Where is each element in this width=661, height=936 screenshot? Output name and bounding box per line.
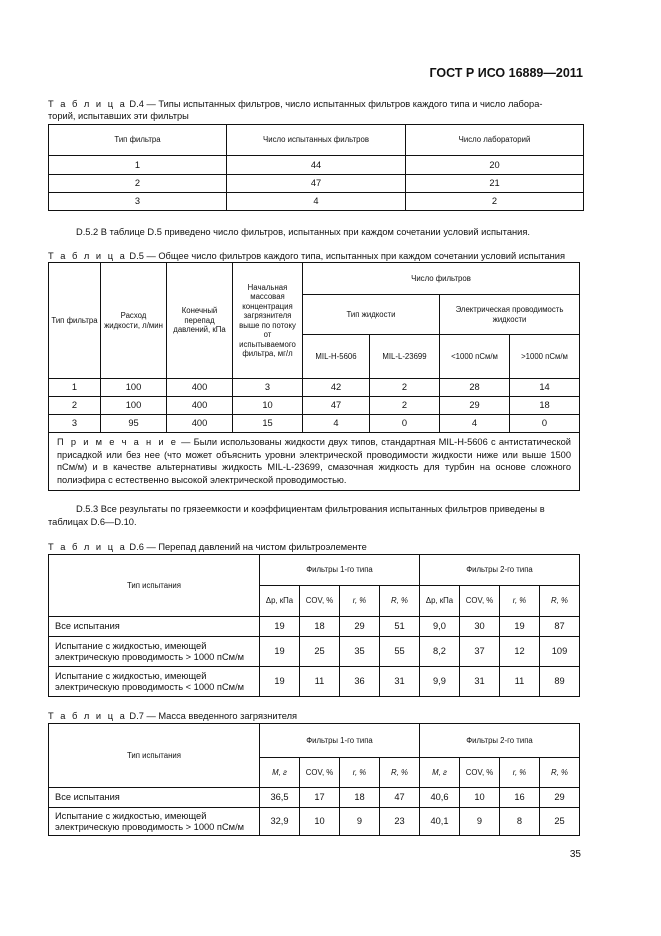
table-d7-sub-cov2: COV, % [460, 758, 500, 788]
table-cell: 17 [300, 788, 340, 808]
table-d6-header-type1: Фильтры 1-го типа [260, 555, 420, 586]
table-cell: 10 [460, 788, 500, 808]
table-row [49, 637, 580, 667]
table-cell: 109 [540, 637, 580, 667]
paragraph-d53: D.5.3 Все результаты по грязеемкости и коэффициентам фильтрования испытанных фильтров приведены в таблицах D.6—D.10. [48, 504, 545, 527]
table-d6-sub-cov1: COV, % [300, 586, 340, 617]
table-row [49, 397, 580, 415]
table-cell: 18 [300, 617, 340, 637]
table-cell: 15 [233, 415, 303, 433]
table-cell: 10 [300, 808, 340, 836]
table-d5-note-text: — Были использованы жидкости двух типов, стандартная MIL-H-5606 с антистатической присадкой или без нее (что может объяснить уровни электрической проводимости жидкости ниже или выше 1500 пСм/м) и в качестве альтернативы жидкость MIL-L-23699, смазочная жидкость для турбин на основе сложного полиэфира с естественно высокой электрической проводимостью. [57, 437, 571, 485]
table-cell: 47 [380, 788, 420, 808]
table-d5-header-pressure: Конечный перепад давлений, кПа [167, 263, 233, 379]
table-d4-header-type: Тип фильтра [49, 125, 227, 156]
table-d5-header-fluid: Тип жидкости [303, 295, 440, 335]
table-d5-header-mil5606: MIL-H-5606 [303, 335, 370, 379]
table-cell: 19 [260, 637, 300, 667]
table-cell: 4 [303, 415, 370, 433]
table-d7-sub-r2 [500, 758, 540, 788]
table-cell: 400 [167, 397, 233, 415]
table-d7-sub-r2-text: r, % [512, 767, 527, 777]
page-number: 35 [569, 849, 581, 860]
table-d5-caption-text: D.5 — Общее число фильтров каждого типа, испытанных при каждом сочетании условий испытания [129, 251, 566, 261]
table-row-label: Испытание с жидкостью, имеющей электрическую проводимость < 1000 пСм/м [49, 667, 260, 697]
table-d6-sub-R1-text: R, % [391, 596, 408, 606]
table-d6 [48, 554, 580, 697]
table-cell: 20 [406, 156, 584, 175]
table-cell: 31 [380, 667, 420, 697]
table-row [49, 193, 584, 211]
table-cell: 87 [540, 617, 580, 637]
table-d4-header-labs: Число лабораторий [406, 125, 584, 156]
table-cell: 3 [49, 415, 101, 433]
table-cell: 42 [303, 379, 370, 397]
table-cell: 9,9 [420, 667, 460, 697]
table-row [49, 415, 580, 433]
table-d4-caption-lead: Т а б л и ц а [48, 99, 127, 109]
table-d4-caption [48, 98, 588, 122]
document-code: ГОСТ Р ИСО 16889—2011 [429, 66, 583, 80]
table-d5 [48, 262, 580, 491]
table-d6-sub-r1-text: r, % [352, 596, 367, 606]
table-cell: 36,5 [260, 788, 300, 808]
table-d7-caption [48, 710, 588, 722]
table-d7-caption-lead: Т а б л и ц а [48, 711, 127, 721]
table-row-label: Все испытания [49, 788, 260, 808]
table-cell: 19 [260, 667, 300, 697]
table-cell: 9 [340, 808, 380, 836]
table-cell: 32,9 [260, 808, 300, 836]
table-cell: 100 [101, 397, 167, 415]
table-d5-header-concentration: Начальная массовая концентрация загрязнителя выше по потоку от испытываемого фильтра, мг/л [233, 263, 303, 379]
table-cell: 8,2 [420, 637, 460, 667]
table-d4-caption-text2: торий, испытавших эти фильтры [48, 111, 189, 121]
table-d7-sub-m2-text: M, г [432, 767, 447, 777]
table-cell: 12 [500, 637, 540, 667]
table-d4-header-count: Число испытанных фильтров [227, 125, 406, 156]
table-cell: 8 [500, 808, 540, 836]
table-d6-caption-text: D.6 — Перепад давлений на чистом фильтроэлементе [129, 542, 367, 552]
table-row [49, 788, 580, 808]
table-cell: 0 [510, 415, 580, 433]
table-cell: 40,6 [420, 788, 460, 808]
table-cell: 23 [380, 808, 420, 836]
table-cell: 31 [460, 667, 500, 697]
table-cell: 2 [49, 175, 227, 193]
table-cell: 18 [340, 788, 380, 808]
table-cell: 51 [380, 617, 420, 637]
table-d7-caption-text: D.7 — Масса введенного загрязнителя [129, 711, 298, 721]
table-d7-sub-m2 [420, 758, 460, 788]
table-d6-sub-R2 [540, 586, 580, 617]
table-cell: 1 [49, 156, 227, 175]
table-cell: 11 [300, 667, 340, 697]
table-d7-sub-R1 [380, 758, 420, 788]
table-d7-sub-R2-text: R, % [551, 767, 568, 777]
table-cell: 11 [500, 667, 540, 697]
table-d5-header-conductivity: Электрическая проводимость жидкости [440, 295, 580, 335]
table-cell: 3 [233, 379, 303, 397]
table-d7-header-type1: Фильтры 1-го типа [260, 724, 420, 758]
table-cell: 3 [49, 193, 227, 211]
table-d5-header-high-cond: >1000 пСм/м [510, 335, 580, 379]
table-cell: 47 [303, 397, 370, 415]
table-cell: 19 [500, 617, 540, 637]
table-cell: 400 [167, 415, 233, 433]
table-d6-sub-r1 [340, 586, 380, 617]
table-d7-sub-r1 [340, 758, 380, 788]
table-d7-sub-r1-text: r, % [352, 767, 367, 777]
table-cell: 9 [460, 808, 500, 836]
table-d6-sub-cov2: COV, % [460, 586, 500, 617]
table-cell: 25 [300, 637, 340, 667]
table-cell: 2 [406, 193, 584, 211]
table-cell: 40,1 [420, 808, 460, 836]
table-d7-sub-R2 [540, 758, 580, 788]
table-cell: 19 [260, 617, 300, 637]
table-d5-header-type: Тип фильтра [49, 263, 101, 379]
table-d5-caption-lead: Т а б л и ц а [48, 251, 127, 261]
table-d6-header-type2: Фильтры 2-го типа [420, 555, 580, 586]
table-d7-sub-R1-text: R, % [391, 767, 408, 777]
table-cell: 2 [370, 379, 440, 397]
table-cell: 2 [370, 397, 440, 415]
table-row [49, 175, 584, 193]
table-cell: 29 [340, 617, 380, 637]
table-d6-caption [48, 541, 588, 553]
table-cell: 44 [227, 156, 406, 175]
table-d7-sub-cov1: COV, % [300, 758, 340, 788]
table-d5-header-count: Число фильтров [303, 263, 580, 295]
table-cell: 16 [500, 788, 540, 808]
table-cell: 100 [101, 379, 167, 397]
table-cell: 400 [167, 379, 233, 397]
table-d4-caption-text: D.4 — Типы испытанных фильтров, число испытанных фильтров каждого типа и число лабора- [129, 99, 543, 109]
table-cell: 29 [440, 397, 510, 415]
table-d6-caption-lead: Т а б л и ц а [48, 542, 127, 552]
table-row [49, 667, 580, 697]
table-cell: 10 [233, 397, 303, 415]
table-d6-sub-R2-text: R, % [551, 596, 568, 606]
table-d5-header-flow: Расход жидкости, л/мин [101, 263, 167, 379]
paragraph-d52: D.5.2 В таблице D.5 приведено число фильтров, испытанных при каждом сочетании условий испытания. [76, 227, 530, 237]
table-cell: 89 [540, 667, 580, 697]
table-cell: 2 [49, 397, 101, 415]
table-row [49, 379, 580, 397]
table-cell: 30 [460, 617, 500, 637]
table-row [49, 617, 580, 637]
table-d5-caption [48, 250, 588, 262]
table-cell: 9,0 [420, 617, 460, 637]
table-cell: 1 [49, 379, 101, 397]
table-cell: 29 [540, 788, 580, 808]
table-d7-header-test: Тип испытания [49, 724, 260, 788]
table-cell: 21 [406, 175, 584, 193]
table-row [49, 808, 580, 836]
table-row-label: Испытание с жидкостью, имеющей электрическую проводимость > 1000 пСм/м [49, 808, 260, 836]
table-d6-header-test: Тип испытания [49, 555, 260, 617]
table-cell: 4 [227, 193, 406, 211]
table-row [49, 156, 584, 175]
table-cell: 55 [380, 637, 420, 667]
table-cell: 47 [227, 175, 406, 193]
table-cell: 0 [370, 415, 440, 433]
table-d5-header-low-cond: <1000 пСм/м [440, 335, 510, 379]
table-cell: 25 [540, 808, 580, 836]
table-cell: 14 [510, 379, 580, 397]
table-d5-note-lead: П р и м е ч а н и е [57, 437, 178, 447]
table-row-label: Испытание с жидкостью, имеющей электрическую проводимость > 1000 пСм/м [49, 637, 260, 667]
table-d6-sub-R1 [380, 586, 420, 617]
table-d6-sub-r2-text: r, % [512, 596, 527, 606]
table-d6-sub-r2 [500, 586, 540, 617]
table-cell: 95 [101, 415, 167, 433]
table-d6-sub-dp2: Δp, кПа [420, 586, 460, 617]
table-d5-header-mil23699: MIL-L-23699 [370, 335, 440, 379]
table-cell: 36 [340, 667, 380, 697]
table-cell: 35 [340, 637, 380, 667]
table-d5-note [49, 433, 580, 491]
table-row-label: Все испытания [49, 617, 260, 637]
table-d7 [48, 723, 580, 836]
table-cell: 4 [440, 415, 510, 433]
table-d6-sub-dp1: Δp, кПа [260, 586, 300, 617]
table-cell: 18 [510, 397, 580, 415]
table-d7-header-type2: Фильтры 2-го типа [420, 724, 580, 758]
table-d7-sub-m1 [260, 758, 300, 788]
table-d4 [48, 124, 584, 211]
table-d7-sub-m1-text: M, г [272, 767, 287, 777]
table-cell: 28 [440, 379, 510, 397]
table-cell: 37 [460, 637, 500, 667]
